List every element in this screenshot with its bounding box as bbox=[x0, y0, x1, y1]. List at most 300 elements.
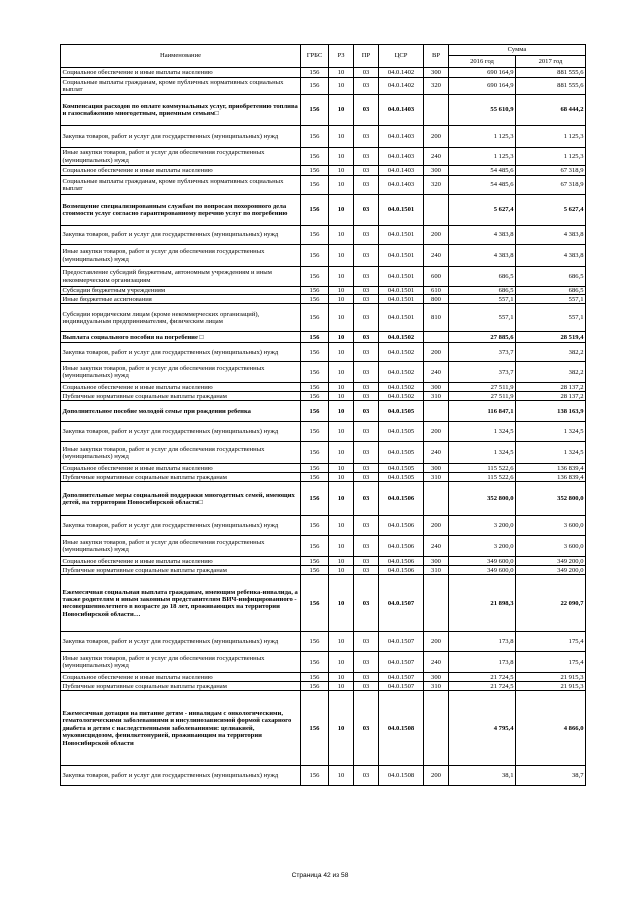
cell-pr: 03 bbox=[354, 691, 379, 766]
cell-y2017: 175,4 bbox=[516, 652, 586, 673]
cell-name: Закупка товаров, работ и услуг для государственных (муниципальных) нужд bbox=[61, 632, 301, 652]
cell-rz: 10 bbox=[329, 566, 354, 575]
cell-vr bbox=[424, 95, 449, 126]
cell-grbs: 156 bbox=[301, 304, 329, 332]
cell-name: Закупка товаров, работ и услуг для государственных (муниципальных) нужд bbox=[61, 516, 301, 536]
cell-y2016: 21 898,3 bbox=[449, 575, 516, 632]
cell-rz: 10 bbox=[329, 682, 354, 691]
cell-y2016: 373,7 bbox=[449, 343, 516, 362]
cell-pr: 03 bbox=[354, 176, 379, 195]
cell-grbs: 156 bbox=[301, 245, 329, 267]
cell-pr: 03 bbox=[354, 68, 379, 78]
cell-pr: 03 bbox=[354, 473, 379, 482]
cell-vr bbox=[424, 482, 449, 516]
cell-grbs: 156 bbox=[301, 226, 329, 245]
cell-csr: 04.0.1502 bbox=[379, 383, 424, 392]
cell-name: Возмещение специализированным службам по вопросам похоронного дела стоимости услуг согласно гарантированному перечню услуг по погребению bbox=[61, 195, 301, 226]
cell-y2016: 38,1 bbox=[449, 766, 516, 786]
cell-rz: 10 bbox=[329, 536, 354, 557]
cell-name: Социальное обеспечение и иные выплаты населению bbox=[61, 383, 301, 392]
cell-y2016: 373,7 bbox=[449, 362, 516, 383]
cell-grbs: 156 bbox=[301, 766, 329, 786]
cell-vr: 240 bbox=[424, 536, 449, 557]
col-header-pr: ПР bbox=[354, 45, 379, 68]
cell-y2016: 5 627,4 bbox=[449, 195, 516, 226]
cell-name: Публичные нормативные социальные выплаты гражданам bbox=[61, 682, 301, 691]
cell-csr: 04.0.1402 bbox=[379, 78, 424, 95]
cell-vr: 310 bbox=[424, 566, 449, 575]
cell-pr: 03 bbox=[354, 295, 379, 304]
cell-name: Социальное обеспечение и иные выплаты населению bbox=[61, 166, 301, 176]
table-row bbox=[61, 691, 586, 766]
cell-grbs: 156 bbox=[301, 383, 329, 392]
cell-y2016: 55 610,9 bbox=[449, 95, 516, 126]
cell-vr: 300 bbox=[424, 557, 449, 566]
cell-y2017: 28 519,4 bbox=[516, 332, 586, 343]
table-row bbox=[61, 176, 586, 195]
cell-vr bbox=[424, 401, 449, 422]
cell-grbs: 156 bbox=[301, 332, 329, 343]
table-row bbox=[61, 442, 586, 464]
cell-grbs: 156 bbox=[301, 166, 329, 176]
cell-grbs: 156 bbox=[301, 632, 329, 652]
cell-rz: 10 bbox=[329, 166, 354, 176]
cell-y2017: 4 383,8 bbox=[516, 226, 586, 245]
cell-csr: 04.0.1501 bbox=[379, 295, 424, 304]
cell-pr: 03 bbox=[354, 343, 379, 362]
cell-csr: 04.0.1403 bbox=[379, 176, 424, 195]
cell-rz: 10 bbox=[329, 557, 354, 566]
cell-rz: 10 bbox=[329, 95, 354, 126]
cell-y2016: 21 724,5 bbox=[449, 673, 516, 682]
cell-rz: 10 bbox=[329, 126, 354, 148]
cell-csr: 04.0.1502 bbox=[379, 392, 424, 401]
cell-y2016: 1 324,5 bbox=[449, 442, 516, 464]
cell-name: Социальные выплаты гражданам, кроме публичных нормативных социальных выплат bbox=[61, 176, 301, 195]
cell-vr: 200 bbox=[424, 516, 449, 536]
table-row bbox=[61, 557, 586, 566]
table-row bbox=[61, 473, 586, 482]
cell-name: Дополнительные меры социальной поддержки многодетных семей, имеющих детей, на территории Новосибирской области□ bbox=[61, 482, 301, 516]
cell-csr: 04.0.1501 bbox=[379, 245, 424, 267]
cell-y2017: 4 383,8 bbox=[516, 245, 586, 267]
cell-grbs: 156 bbox=[301, 682, 329, 691]
cell-vr: 200 bbox=[424, 422, 449, 442]
cell-rz: 10 bbox=[329, 362, 354, 383]
cell-vr: 810 bbox=[424, 304, 449, 332]
cell-y2017: 382,2 bbox=[516, 343, 586, 362]
cell-vr: 310 bbox=[424, 392, 449, 401]
cell-vr bbox=[424, 691, 449, 766]
cell-vr: 240 bbox=[424, 148, 449, 166]
cell-csr: 04.0.1403 bbox=[379, 166, 424, 176]
cell-rz: 10 bbox=[329, 392, 354, 401]
cell-name: Публичные нормативные социальные выплаты гражданам bbox=[61, 473, 301, 482]
cell-y2017: 136 839,4 bbox=[516, 464, 586, 473]
cell-rz: 10 bbox=[329, 148, 354, 166]
cell-pr: 03 bbox=[354, 287, 379, 295]
cell-vr: 240 bbox=[424, 442, 449, 464]
cell-name: Социальные выплаты гражданам, кроме публичных нормативных социальных выплат bbox=[61, 78, 301, 95]
cell-csr: 04.0.1507 bbox=[379, 632, 424, 652]
cell-name: Дополнительное пособие молодой семье при рождении ребенка bbox=[61, 401, 301, 422]
table-body bbox=[61, 68, 586, 786]
table-row bbox=[61, 362, 586, 383]
cell-csr: 04.0.1505 bbox=[379, 464, 424, 473]
cell-pr: 03 bbox=[354, 95, 379, 126]
cell-vr: 300 bbox=[424, 166, 449, 176]
cell-y2017: 21 915,3 bbox=[516, 682, 586, 691]
cell-rz: 10 bbox=[329, 575, 354, 632]
cell-grbs: 156 bbox=[301, 691, 329, 766]
cell-name: Компенсация расходов по оплате коммунальных услуг, приобретению топлива и газоснабжению многодетным, приемным семьям□ bbox=[61, 95, 301, 126]
cell-y2016: 690 164,9 bbox=[449, 68, 516, 78]
table-row bbox=[61, 392, 586, 401]
cell-rz: 10 bbox=[329, 766, 354, 786]
cell-name: Закупка товаров, работ и услуг для государственных (муниципальных) нужд bbox=[61, 766, 301, 786]
cell-name: Иные закупки товаров, работ и услуг для обеспечения государственных (муниципальных) нужд bbox=[61, 442, 301, 464]
cell-grbs: 156 bbox=[301, 482, 329, 516]
table-row bbox=[61, 304, 586, 332]
col-header-sum: Сумма bbox=[449, 45, 586, 56]
cell-vr: 240 bbox=[424, 362, 449, 383]
cell-pr: 03 bbox=[354, 332, 379, 343]
cell-y2016: 557,1 bbox=[449, 304, 516, 332]
cell-y2016: 4 383,8 bbox=[449, 226, 516, 245]
cell-grbs: 156 bbox=[301, 295, 329, 304]
cell-pr: 03 bbox=[354, 566, 379, 575]
cell-grbs: 156 bbox=[301, 68, 329, 78]
cell-name: Иные закупки товаров, работ и услуг для обеспечения государственных (муниципальных) нужд bbox=[61, 652, 301, 673]
cell-y2016: 557,1 bbox=[449, 295, 516, 304]
cell-y2016: 1 324,5 bbox=[449, 422, 516, 442]
cell-name: Ежемесячная социальная выплата гражданам, имеющим ребенка-инвалида, а также родителям и иным законным представителям ВИЧ-инфицированного - несовершеннолетнего в возрасте до 18 лет, проживающих на территории Новосибирской области… bbox=[61, 575, 301, 632]
cell-csr: 04.0.1508 bbox=[379, 766, 424, 786]
cell-y2017: 5 627,4 bbox=[516, 195, 586, 226]
cell-grbs: 156 bbox=[301, 516, 329, 536]
cell-csr: 04.0.1501 bbox=[379, 267, 424, 287]
cell-y2016: 173,8 bbox=[449, 632, 516, 652]
cell-y2017: 21 915,3 bbox=[516, 673, 586, 682]
cell-rz: 10 bbox=[329, 68, 354, 78]
cell-y2017: 136 839,4 bbox=[516, 473, 586, 482]
cell-pr: 03 bbox=[354, 766, 379, 786]
cell-y2017: 881 555,6 bbox=[516, 68, 586, 78]
cell-rz: 10 bbox=[329, 267, 354, 287]
cell-csr: 04.0.1501 bbox=[379, 226, 424, 245]
cell-y2017: 557,1 bbox=[516, 304, 586, 332]
cell-pr: 03 bbox=[354, 304, 379, 332]
cell-y2016: 27 511,9 bbox=[449, 383, 516, 392]
cell-name: Иные закупки товаров, работ и услуг для обеспечения государственных (муниципальных) нужд bbox=[61, 536, 301, 557]
cell-name: Публичные нормативные социальные выплаты гражданам bbox=[61, 392, 301, 401]
cell-pr: 03 bbox=[354, 652, 379, 673]
cell-name: Закупка товаров, работ и услуг для государственных (муниципальных) нужд bbox=[61, 343, 301, 362]
cell-vr: 300 bbox=[424, 383, 449, 392]
cell-y2016: 349 600,0 bbox=[449, 557, 516, 566]
cell-y2016: 686,5 bbox=[449, 267, 516, 287]
budget-table bbox=[60, 44, 586, 786]
cell-rz: 10 bbox=[329, 652, 354, 673]
cell-grbs: 156 bbox=[301, 442, 329, 464]
cell-vr: 310 bbox=[424, 473, 449, 482]
cell-rz: 10 bbox=[329, 195, 354, 226]
cell-csr: 04.0.1403 bbox=[379, 148, 424, 166]
cell-y2016: 1 125,3 bbox=[449, 126, 516, 148]
table-row bbox=[61, 682, 586, 691]
cell-grbs: 156 bbox=[301, 392, 329, 401]
cell-grbs: 156 bbox=[301, 673, 329, 682]
cell-grbs: 156 bbox=[301, 566, 329, 575]
table-row bbox=[61, 536, 586, 557]
cell-y2016: 4 383,8 bbox=[449, 245, 516, 267]
cell-name: Социальное обеспечение и иные выплаты населению bbox=[61, 464, 301, 473]
table-row bbox=[61, 78, 586, 95]
cell-y2017: 3 600,0 bbox=[516, 516, 586, 536]
cell-y2016: 4 795,4 bbox=[449, 691, 516, 766]
cell-vr: 200 bbox=[424, 226, 449, 245]
cell-pr: 03 bbox=[354, 195, 379, 226]
cell-csr: 04.0.1403 bbox=[379, 95, 424, 126]
cell-rz: 10 bbox=[329, 295, 354, 304]
cell-csr: 04.0.1502 bbox=[379, 362, 424, 383]
cell-pr: 03 bbox=[354, 682, 379, 691]
cell-rz: 10 bbox=[329, 245, 354, 267]
cell-csr: 04.0.1505 bbox=[379, 442, 424, 464]
cell-name: Субсидии бюджетным учреждениям bbox=[61, 287, 301, 295]
cell-grbs: 156 bbox=[301, 362, 329, 383]
cell-y2017: 349 200,0 bbox=[516, 557, 586, 566]
page-number: Страница 42 из 58 bbox=[291, 872, 349, 879]
table-row bbox=[61, 516, 586, 536]
cell-rz: 10 bbox=[329, 632, 354, 652]
cell-csr: 04.0.1501 bbox=[379, 304, 424, 332]
cell-pr: 03 bbox=[354, 245, 379, 267]
cell-vr: 200 bbox=[424, 126, 449, 148]
cell-vr: 310 bbox=[424, 682, 449, 691]
cell-vr: 200 bbox=[424, 632, 449, 652]
cell-vr: 320 bbox=[424, 176, 449, 195]
cell-y2017: 686,5 bbox=[516, 267, 586, 287]
cell-y2017: 38,7 bbox=[516, 766, 586, 786]
cell-pr: 03 bbox=[354, 148, 379, 166]
cell-pr: 03 bbox=[354, 673, 379, 682]
cell-csr: 04.0.1501 bbox=[379, 287, 424, 295]
cell-grbs: 156 bbox=[301, 464, 329, 473]
cell-csr: 04.0.1507 bbox=[379, 682, 424, 691]
cell-y2016: 1 125,3 bbox=[449, 148, 516, 166]
cell-y2017: 67 318,9 bbox=[516, 166, 586, 176]
table-row bbox=[61, 464, 586, 473]
table-row bbox=[61, 652, 586, 673]
cell-csr: 04.0.1507 bbox=[379, 575, 424, 632]
cell-grbs: 156 bbox=[301, 473, 329, 482]
cell-grbs: 156 bbox=[301, 536, 329, 557]
cell-pr: 03 bbox=[354, 392, 379, 401]
cell-name: Ежемесячная дотация на питание детям - инвалидам с онкологическими, гематологическими заболеваниями и инсулинозависимой формой сахарного диабета и детям с наследственными заболеваниями: целиакией, муковисцидозом, фенилкетонурией, проживающим на территории Новосибирской области bbox=[61, 691, 301, 766]
cell-y2017: 28 137,2 bbox=[516, 383, 586, 392]
cell-y2016: 352 800,0 bbox=[449, 482, 516, 516]
table-row bbox=[61, 195, 586, 226]
cell-grbs: 156 bbox=[301, 78, 329, 95]
cell-grbs: 156 bbox=[301, 422, 329, 442]
cell-rz: 10 bbox=[329, 304, 354, 332]
cell-vr: 320 bbox=[424, 78, 449, 95]
cell-y2016: 690 164,9 bbox=[449, 78, 516, 95]
cell-grbs: 156 bbox=[301, 267, 329, 287]
cell-vr: 240 bbox=[424, 245, 449, 267]
cell-name: Иные закупки товаров, работ и услуг для обеспечения государственных (муниципальных) нужд bbox=[61, 362, 301, 383]
cell-vr: 240 bbox=[424, 652, 449, 673]
cell-pr: 03 bbox=[354, 464, 379, 473]
cell-y2017: 28 137,2 bbox=[516, 392, 586, 401]
cell-y2016: 3 200,0 bbox=[449, 536, 516, 557]
cell-y2017: 3 600,0 bbox=[516, 536, 586, 557]
col-header-2016: 2016 год bbox=[449, 56, 516, 68]
cell-name: Иные закупки товаров, работ и услуг для обеспечения государственных (муниципальных) нужд bbox=[61, 148, 301, 166]
cell-vr bbox=[424, 332, 449, 343]
cell-pr: 03 bbox=[354, 442, 379, 464]
cell-rz: 10 bbox=[329, 287, 354, 295]
cell-csr: 04.0.1506 bbox=[379, 482, 424, 516]
cell-y2016: 27 885,6 bbox=[449, 332, 516, 343]
cell-grbs: 156 bbox=[301, 557, 329, 566]
cell-grbs: 156 bbox=[301, 287, 329, 295]
cell-csr: 04.0.1507 bbox=[379, 673, 424, 682]
cell-name: Закупка товаров, работ и услуг для государственных (муниципальных) нужд bbox=[61, 126, 301, 148]
table-row bbox=[61, 126, 586, 148]
cell-rz: 10 bbox=[329, 473, 354, 482]
table-row bbox=[61, 166, 586, 176]
cell-vr bbox=[424, 195, 449, 226]
cell-y2016: 21 724,5 bbox=[449, 682, 516, 691]
cell-vr: 300 bbox=[424, 68, 449, 78]
cell-vr: 600 bbox=[424, 267, 449, 287]
cell-rz: 10 bbox=[329, 401, 354, 422]
cell-csr: 04.0.1502 bbox=[379, 332, 424, 343]
cell-y2017: 67 318,9 bbox=[516, 176, 586, 195]
cell-y2016: 3 200,0 bbox=[449, 516, 516, 536]
table-row bbox=[61, 422, 586, 442]
table-row bbox=[61, 68, 586, 78]
table-row bbox=[61, 673, 586, 682]
table-row bbox=[61, 148, 586, 166]
cell-rz: 10 bbox=[329, 673, 354, 682]
cell-csr: 04.0.1505 bbox=[379, 422, 424, 442]
cell-name: Иные закупки товаров, работ и услуг для обеспечения государственных (муниципальных) нужд bbox=[61, 245, 301, 267]
cell-csr: 04.0.1501 bbox=[379, 195, 424, 226]
cell-pr: 03 bbox=[354, 632, 379, 652]
cell-pr: 03 bbox=[354, 166, 379, 176]
cell-rz: 10 bbox=[329, 691, 354, 766]
cell-y2016: 173,8 bbox=[449, 652, 516, 673]
col-header-name: Наименование bbox=[61, 45, 301, 68]
cell-rz: 10 bbox=[329, 176, 354, 195]
cell-csr: 04.0.1505 bbox=[379, 401, 424, 422]
cell-y2017: 349 200,0 bbox=[516, 566, 586, 575]
col-header-grbs: ГРБС bbox=[301, 45, 329, 68]
cell-rz: 10 bbox=[329, 78, 354, 95]
cell-y2016: 115 522,6 bbox=[449, 473, 516, 482]
cell-csr: 04.0.1403 bbox=[379, 126, 424, 148]
cell-grbs: 156 bbox=[301, 575, 329, 632]
cell-rz: 10 bbox=[329, 442, 354, 464]
cell-y2017: 1 125,3 bbox=[516, 148, 586, 166]
cell-name: Субсидии юридическим лицам (кроме некоммерческих организаций), индивидуальным предпринимателям, физическим лицам bbox=[61, 304, 301, 332]
cell-name: Социальное обеспечение и иные выплаты населению bbox=[61, 68, 301, 78]
cell-y2017: 881 555,6 bbox=[516, 78, 586, 95]
cell-y2017: 352 800,0 bbox=[516, 482, 586, 516]
cell-grbs: 156 bbox=[301, 176, 329, 195]
table-row bbox=[61, 343, 586, 362]
cell-name: Публичные нормативные социальные выплаты гражданам bbox=[61, 566, 301, 575]
cell-pr: 03 bbox=[354, 78, 379, 95]
cell-y2017: 4 866,0 bbox=[516, 691, 586, 766]
table-row bbox=[61, 632, 586, 652]
cell-name: Закупка товаров, работ и услуг для государственных (муниципальных) нужд bbox=[61, 422, 301, 442]
cell-y2016: 54 485,6 bbox=[449, 176, 516, 195]
cell-csr: 04.0.1508 bbox=[379, 691, 424, 766]
col-header-rz: РЗ bbox=[329, 45, 354, 68]
cell-y2016: 115 522,6 bbox=[449, 464, 516, 473]
cell-grbs: 156 bbox=[301, 195, 329, 226]
table-row bbox=[61, 226, 586, 245]
cell-pr: 03 bbox=[354, 482, 379, 516]
cell-csr: 04.0.1502 bbox=[379, 343, 424, 362]
cell-pr: 03 bbox=[354, 422, 379, 442]
cell-rz: 10 bbox=[329, 464, 354, 473]
cell-csr: 04.0.1506 bbox=[379, 557, 424, 566]
cell-pr: 03 bbox=[354, 401, 379, 422]
cell-y2016: 27 511,9 bbox=[449, 392, 516, 401]
cell-y2016: 116 847,1 bbox=[449, 401, 516, 422]
table-row bbox=[61, 332, 586, 343]
cell-vr: 300 bbox=[424, 464, 449, 473]
cell-name: Социальное обеспечение и иные выплаты населению bbox=[61, 557, 301, 566]
cell-vr: 300 bbox=[424, 673, 449, 682]
table-row bbox=[61, 287, 586, 295]
cell-pr: 03 bbox=[354, 536, 379, 557]
table-row bbox=[61, 267, 586, 287]
table-row bbox=[61, 766, 586, 786]
cell-vr: 200 bbox=[424, 766, 449, 786]
cell-y2016: 686,5 bbox=[449, 287, 516, 295]
col-header-csr: ЦСР bbox=[379, 45, 424, 68]
cell-rz: 10 bbox=[329, 422, 354, 442]
cell-pr: 03 bbox=[354, 267, 379, 287]
table-row bbox=[61, 383, 586, 392]
cell-pr: 03 bbox=[354, 383, 379, 392]
table-row bbox=[61, 295, 586, 304]
cell-name: Социальное обеспечение и иные выплаты населению bbox=[61, 673, 301, 682]
cell-name: Закупка товаров, работ и услуг для государственных (муниципальных) нужд bbox=[61, 226, 301, 245]
cell-pr: 03 bbox=[354, 516, 379, 536]
cell-grbs: 156 bbox=[301, 148, 329, 166]
cell-name: Иные бюджетные ассигнования bbox=[61, 295, 301, 304]
cell-y2017: 1 324,5 bbox=[516, 422, 586, 442]
cell-y2017: 138 163,9 bbox=[516, 401, 586, 422]
cell-rz: 10 bbox=[329, 482, 354, 516]
cell-csr: 04.0.1402 bbox=[379, 68, 424, 78]
cell-grbs: 156 bbox=[301, 652, 329, 673]
cell-pr: 03 bbox=[354, 126, 379, 148]
cell-csr: 04.0.1506 bbox=[379, 516, 424, 536]
col-header-vr: ВР bbox=[424, 45, 449, 68]
cell-y2017: 686,5 bbox=[516, 287, 586, 295]
cell-y2017: 1 125,3 bbox=[516, 126, 586, 148]
cell-y2017: 22 090,7 bbox=[516, 575, 586, 632]
table-row bbox=[61, 575, 586, 632]
